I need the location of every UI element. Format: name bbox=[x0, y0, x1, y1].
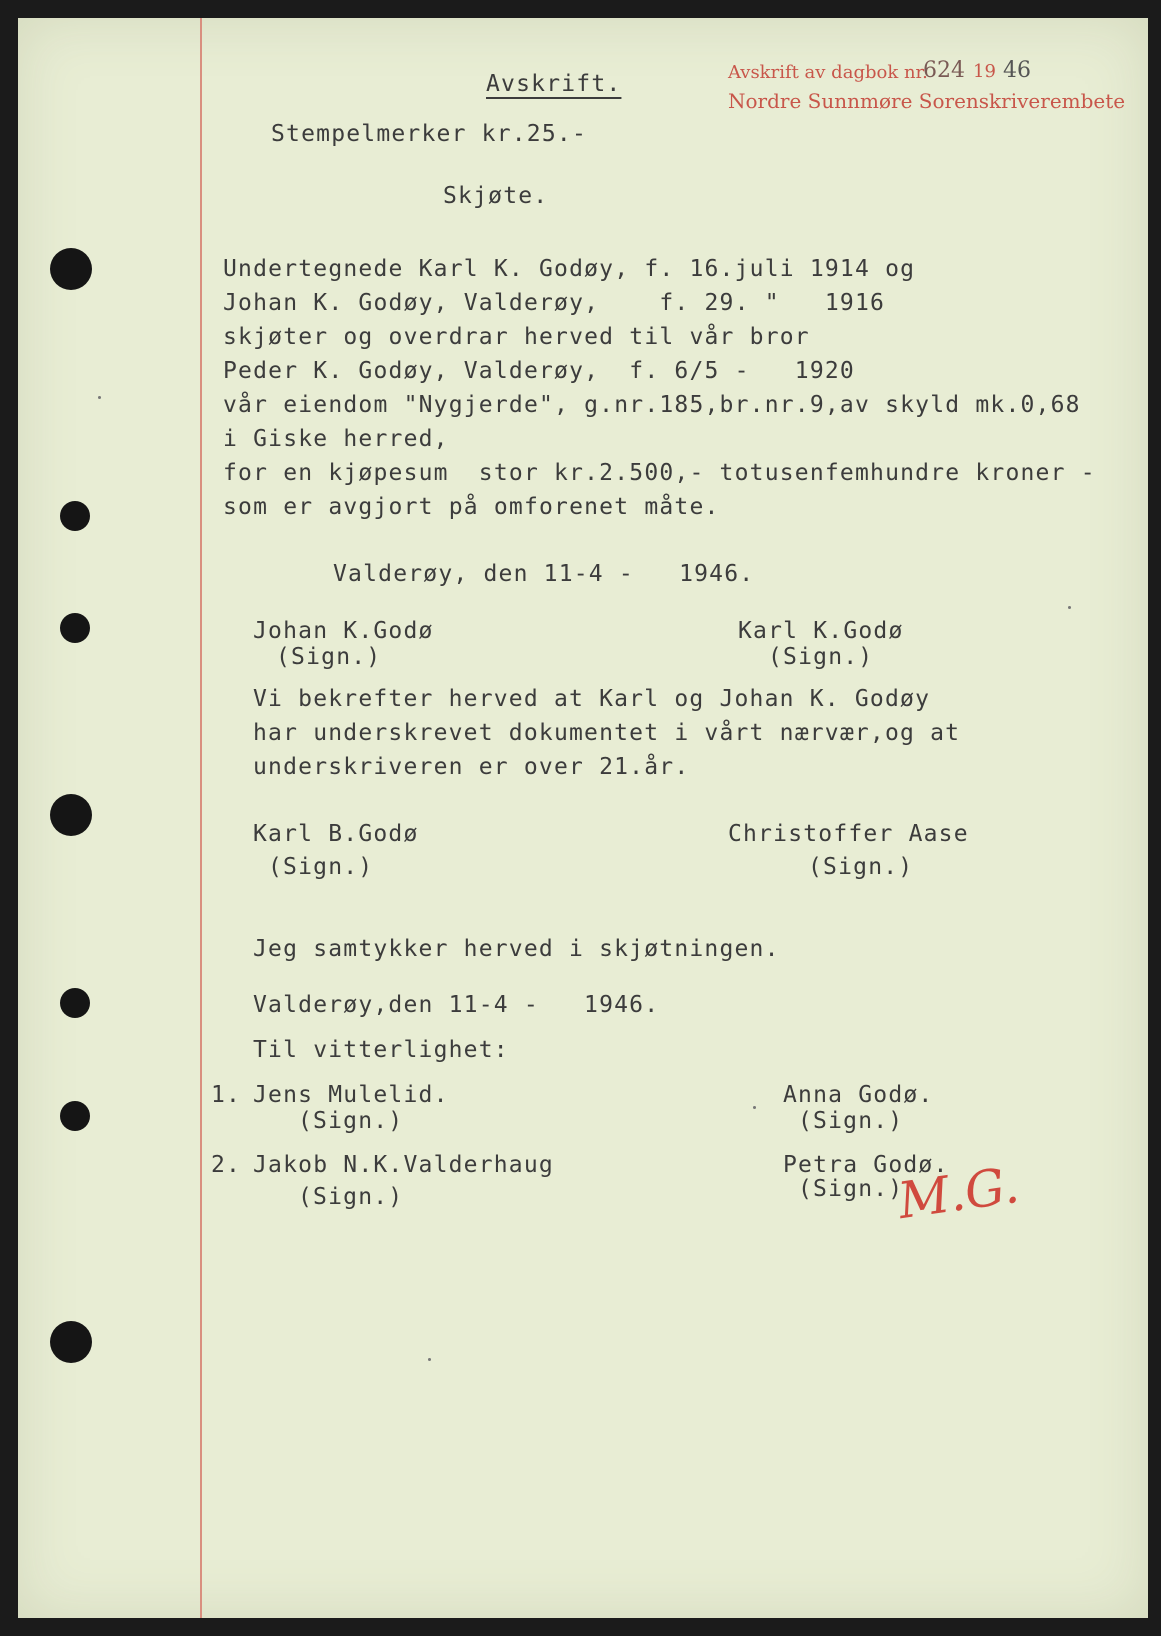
body-line: for en kjøpesum stor kr.2.500,- totusenfemhundre kroner - bbox=[223, 460, 1096, 486]
stamp-label: Avskrift av dagbok nr. bbox=[728, 62, 928, 83]
paper-speck bbox=[1068, 606, 1071, 609]
page-title: Avskrift. bbox=[486, 71, 622, 97]
body-line: Undertegnede Karl K. Godøy, f. 16.juli 1914 og bbox=[223, 256, 916, 282]
stamp-number: 624 bbox=[923, 58, 965, 83]
body-line: i Giske herred, bbox=[223, 426, 449, 452]
witness-name: Christoffer Aase bbox=[728, 821, 969, 847]
paper-speck bbox=[753, 1106, 756, 1109]
witness-number: 2. bbox=[211, 1152, 242, 1178]
confirmation-line: Vi bekrefter herved at Karl og Johan K. Godøy bbox=[253, 686, 931, 712]
handwritten-initials: M.G. bbox=[894, 1155, 1023, 1231]
confirmation-line: underskriveren er over 21.år. bbox=[253, 754, 690, 780]
signer-sign: (Sign.) bbox=[276, 644, 382, 670]
stamp-year-suffix: 46 bbox=[1003, 58, 1031, 83]
confirmation-line: har underskrevet dokumentet i vårt nærvær,og at bbox=[253, 720, 961, 746]
witness-sign: (Sign.) bbox=[808, 854, 914, 880]
stamp-duty: Stempelmerker kr.25.- bbox=[271, 121, 587, 147]
body-line: Peder K. Godøy, Valderøy, f. 6/5 - 1920 bbox=[223, 358, 855, 384]
witness-sign: (Sign.) bbox=[268, 854, 374, 880]
stamp-year-prefix: 19 bbox=[973, 61, 996, 82]
place-date: Valderøy,den 11-4 - 1946. bbox=[253, 992, 660, 1018]
consent-signer-name: Petra Godø. bbox=[783, 1152, 949, 1178]
paper-speck bbox=[428, 1358, 431, 1361]
place-date: Valderøy, den 11-4 - 1946. bbox=[333, 561, 755, 587]
body-line: skjøter og overdrar herved til vår bror bbox=[223, 324, 810, 350]
body-line: vår eiendom "Nygjerde", g.nr.185,br.nr.9,av skyld mk.0,68 bbox=[223, 392, 1081, 418]
consent-signer-sign: (Sign.) bbox=[798, 1108, 904, 1134]
paper-speck bbox=[98, 396, 101, 399]
punch-hole bbox=[60, 1101, 90, 1131]
punch-hole bbox=[50, 1321, 92, 1363]
stamp-office: Nordre Sunnmøre Sorenskriverembete bbox=[728, 89, 1126, 113]
punch-hole bbox=[60, 613, 90, 643]
punch-hole bbox=[60, 501, 90, 531]
witness-heading: Til vitterlighet: bbox=[253, 1037, 509, 1063]
signer-sign: (Sign.) bbox=[768, 644, 874, 670]
punch-hole bbox=[50, 794, 92, 836]
document-type: Skjøte. bbox=[443, 183, 549, 209]
witness-name: Jens Mulelid. bbox=[253, 1082, 449, 1108]
witness-name: Karl B.Godø bbox=[253, 821, 419, 847]
document-page bbox=[18, 18, 1148, 1618]
witness-number: 1. bbox=[211, 1082, 242, 1108]
body-line: som er avgjort på omforenet måte. bbox=[223, 494, 720, 520]
consent-statement: Jeg samtykker herved i skjøtningen. bbox=[253, 936, 780, 962]
punch-hole bbox=[60, 988, 90, 1018]
witness-sign: (Sign.) bbox=[298, 1108, 404, 1134]
body-line: Johan K. Godøy, Valderøy, f. 29. " 1916 bbox=[223, 290, 886, 316]
witness-sign: (Sign.) bbox=[298, 1184, 404, 1210]
margin-rule bbox=[200, 18, 202, 1618]
signer-name: Karl K.Godø bbox=[738, 618, 904, 644]
consent-signer-name: Anna Godø. bbox=[783, 1082, 934, 1108]
signer-name: Johan K.Godø bbox=[253, 618, 434, 644]
consent-signer-sign: (Sign.) bbox=[798, 1176, 904, 1202]
punch-hole bbox=[50, 248, 92, 290]
witness-name: Jakob N.K.Valderhaug bbox=[253, 1152, 554, 1178]
